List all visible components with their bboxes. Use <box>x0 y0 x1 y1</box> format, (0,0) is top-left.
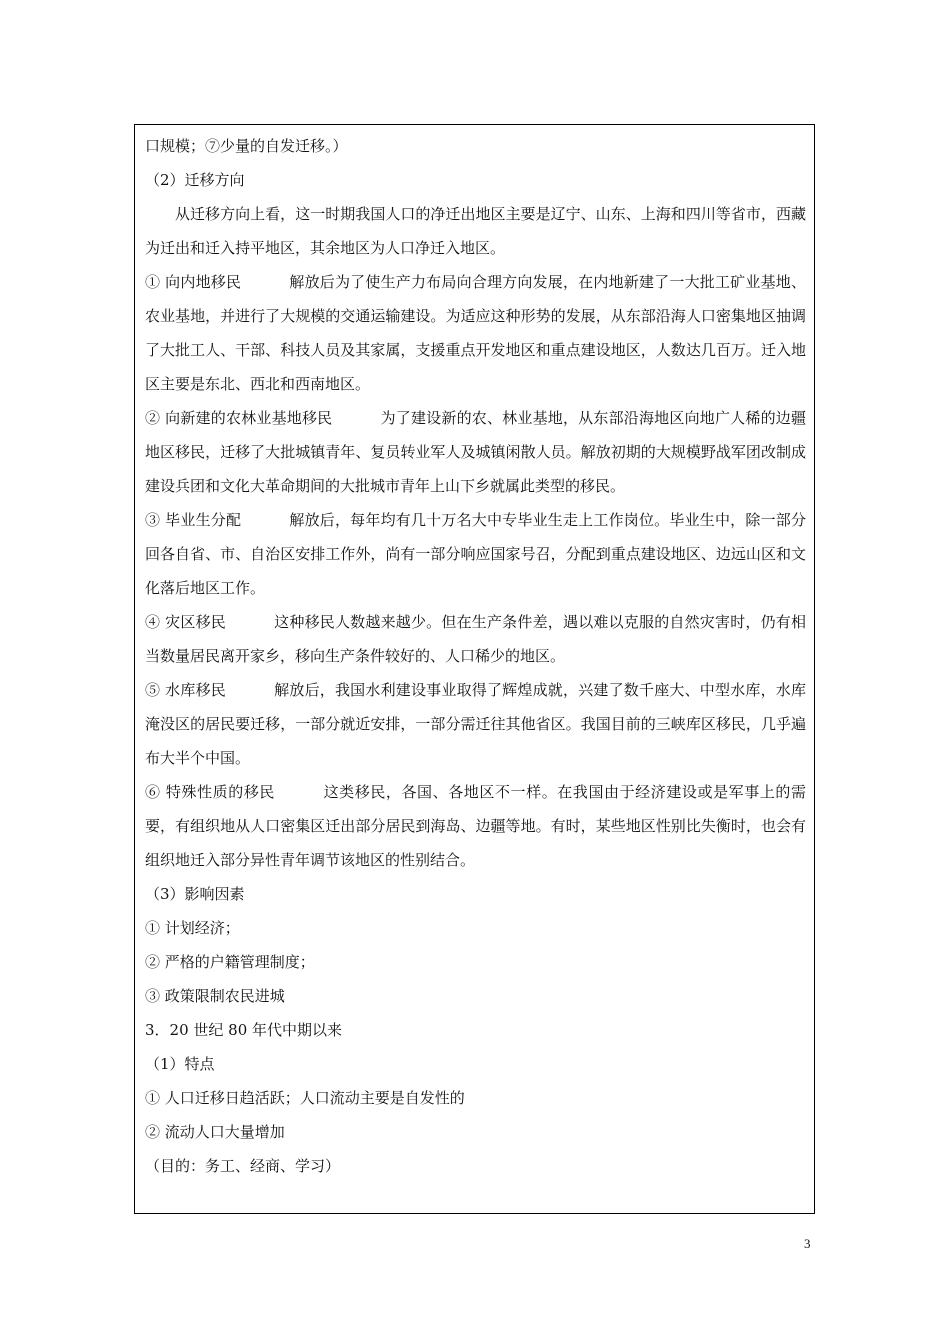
item-text: 为了建设新的农、林业基地，从东部沿海地区向地广人稀的边疆地区移民，迁移了大批城镇青年、复员转业军人及城镇闲散人员。解放初期的大规模野战军团改制成建设兵团和文化大革命期间的大批城市青年上山下乡就属此类型的移民。 <box>145 409 806 495</box>
item-title: ① 向内地移民 <box>145 273 242 291</box>
item-text: 这类移民，各国、各地区不一样。在我国由于经济建设或是军事上的需要，有组织地从人口密集区迁出部分居民到海岛、边疆等地。有时，某些地区性别比失衡时，也会有组织地迁入部分异性青年调节该地区的性别结合。 <box>145 783 806 869</box>
paragraph-migration-3 <box>145 503 806 605</box>
item-title: ③ 毕业生分配 <box>145 511 242 529</box>
item-text: 这种移民人数越来越少。但在生产条件差，遇以难以克服的自然灾害时，仍有相当数量居民离开家乡，移向生产条件较好的、人口稀少的地区。 <box>145 613 806 665</box>
item-title: ④ 灾区移民 <box>145 613 226 631</box>
list-item: ② 严格的户籍管理制度； <box>145 953 315 971</box>
list-item: ① 计划经济； <box>145 919 240 937</box>
section-heading: 3．20 世纪 80 年代中期以来 <box>145 1021 343 1039</box>
list-item: ③ 政策限制农民进城 <box>145 987 285 1005</box>
item-text: 解放后，每年均有几十万名大中专毕业生走上工作岗位。毕业生中，除一部分回各自省、市、自治区安排工作外，尚有一部分响应国家号召，分配到重点建设地区、边远山区和文化落后地区工作。 <box>145 511 806 597</box>
subsection-heading: （3）影响因素 <box>145 885 245 903</box>
list-item: ② 流动人口大量增加 <box>145 1123 285 1141</box>
item-text: 解放后，我国水利建设事业取得了辉煌成就，兴建了数千座大、中型水库，水库淹没区的居民要迁移，一部分就近安排，一部分需迁往其他省区。我国目前的三峡库区移民，几乎遍布大半个中国。 <box>145 681 806 767</box>
paragraph-migration-1 <box>145 265 806 401</box>
subsection-heading: （2）迁移方向 <box>145 171 245 189</box>
subsection-heading: （1）特点 <box>145 1055 215 1073</box>
item-title: ⑤ 水库移民 <box>145 681 226 699</box>
item-title: ② 向新建的农林业基地移民 <box>145 409 333 427</box>
page-number: 3 <box>804 1236 811 1251</box>
paragraph-migration-5 <box>145 673 806 775</box>
item-title: ⑥ 特殊性质的移民 <box>145 783 275 801</box>
list-item: （目的：务工、经商、学习） <box>145 1157 341 1175</box>
content-table-cell <box>134 124 815 1214</box>
item-text: 解放后为了使生产力布局向合理方向发展，在内地新建了一大批工矿业基地、农业基地，并进行了大规模的交通运输建设。为适应这种形势的发展，从东部沿海人口密集地区抽调了大批工人、干部、科技人员及其家属，支援重点开发地区和重点建设地区，人数达几百万。迁入地区主要是东北、西北和西南地区。 <box>145 273 806 393</box>
paragraph-migration-2 <box>145 401 806 503</box>
paragraph-direction: 从迁移方向上看，这一时期我国人口的净迁出地区主要是辽宁、山东、上海和四川等省市，西藏为迁出和迁入持平地区，其余地区为人口净迁入地区。 <box>145 205 806 257</box>
paragraph-migration-6 <box>145 775 806 877</box>
paragraph-migration-4 <box>145 605 806 673</box>
text-line: 口规模；⑦少量的自发迁移。） <box>145 137 348 155</box>
list-item: ① 人口迁移日趋活跃；人口流动主要是自发性的 <box>145 1089 465 1107</box>
